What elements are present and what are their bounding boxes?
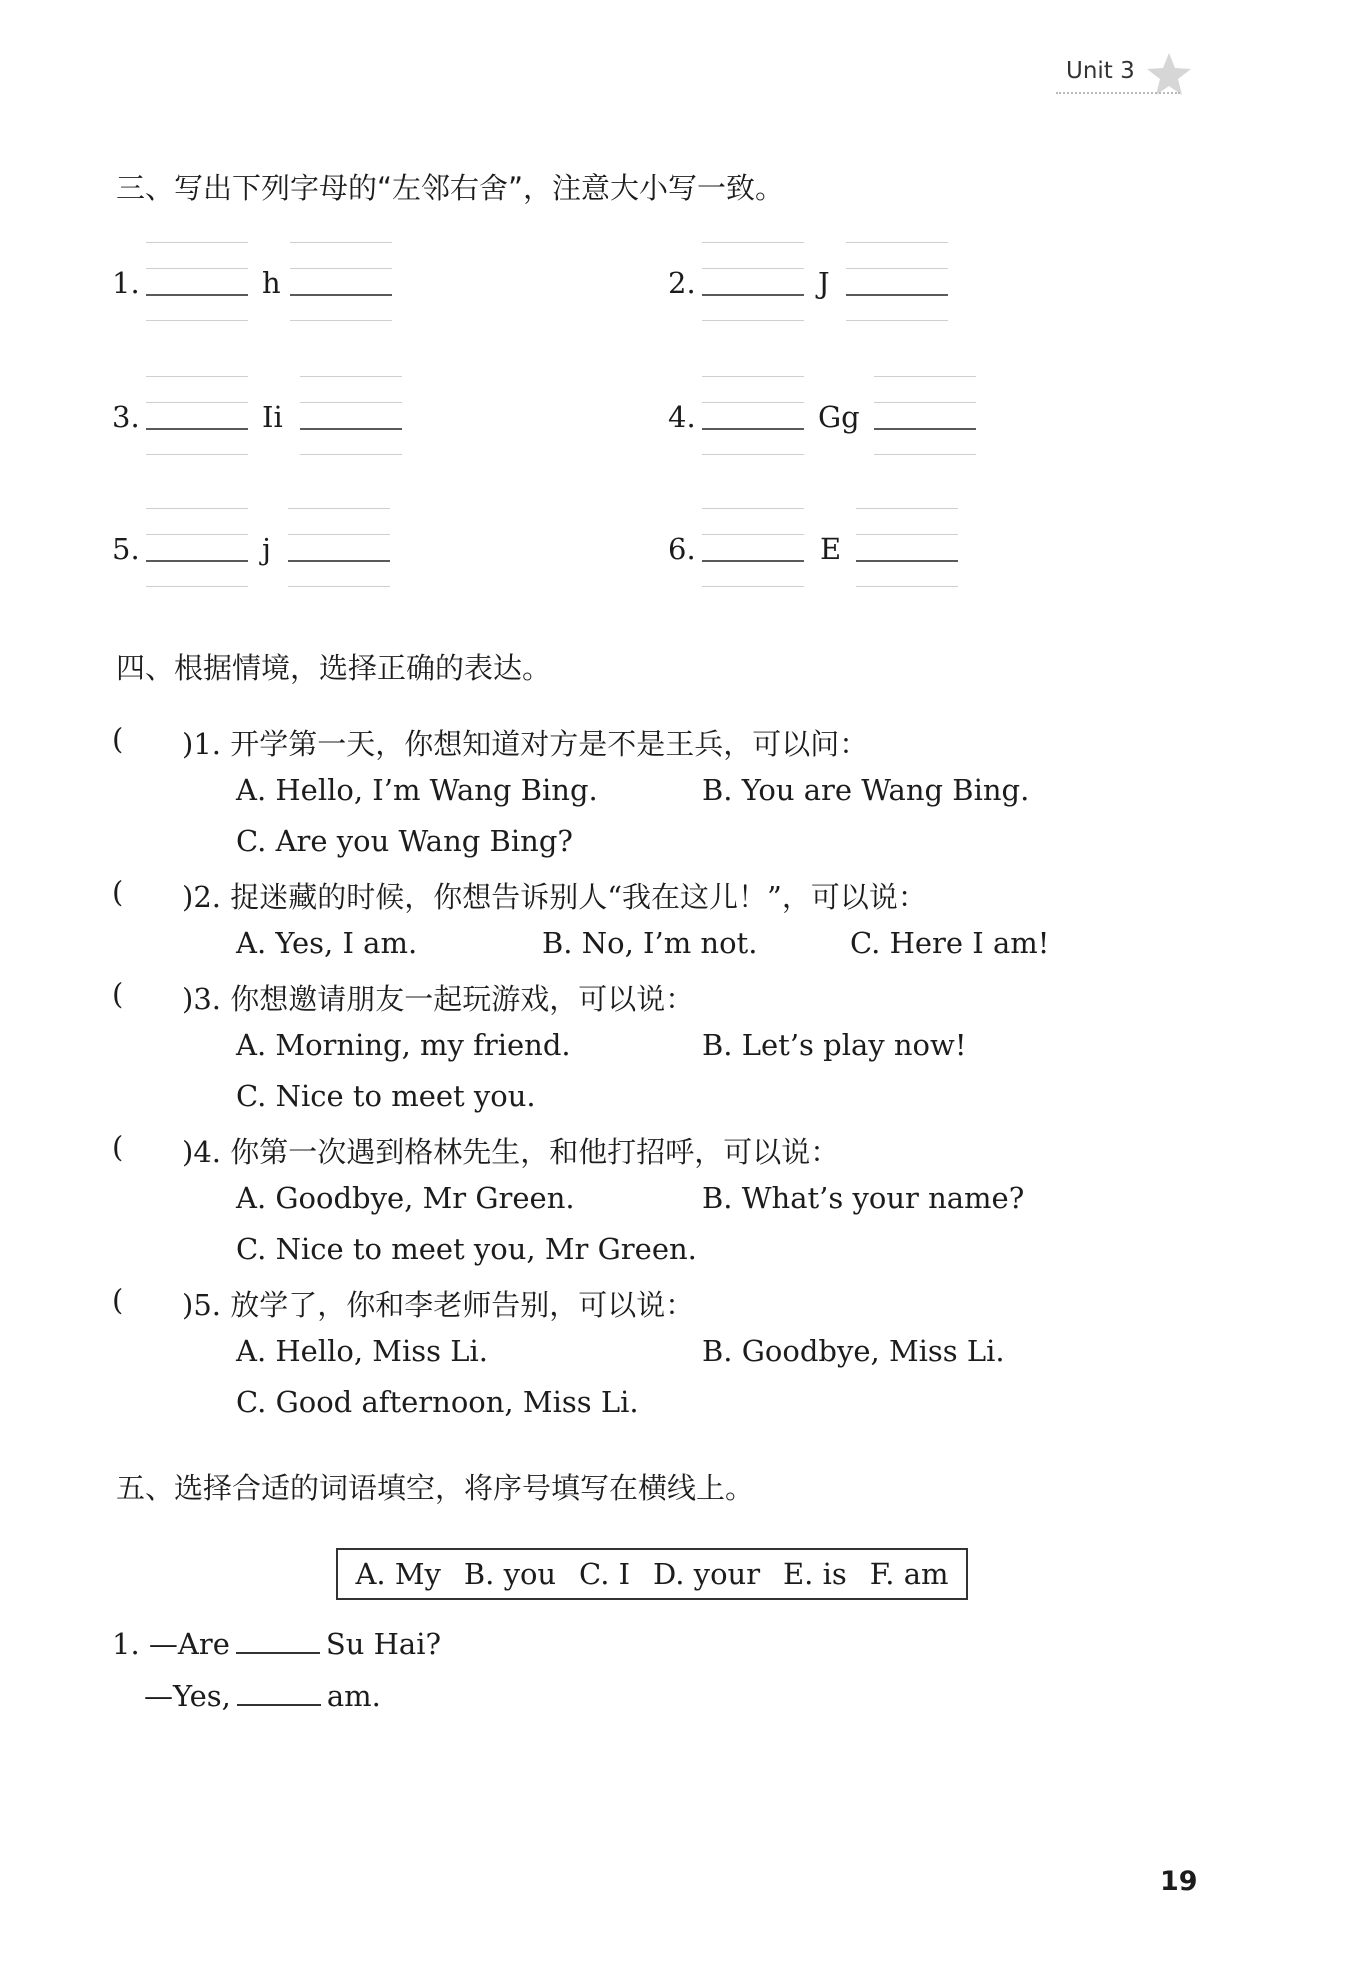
answer-lines-left[interactable] <box>702 372 804 456</box>
item-number: 4. <box>668 400 696 434</box>
letter-item-4 <box>668 372 988 458</box>
answer-paren[interactable]: ( <box>112 875 124 909</box>
answer-lines-left[interactable] <box>702 238 804 322</box>
fill-blank[interactable] <box>236 1624 320 1654</box>
word-option: C. I <box>579 1557 631 1591</box>
unit-label: Unit 3 <box>1066 58 1135 84</box>
given-letter: j <box>262 532 271 566</box>
answer-lines-left[interactable] <box>702 504 804 588</box>
answer-paren[interactable]: ( <box>112 1283 124 1317</box>
option-a: A. Hello, Miss Li. <box>236 1334 488 1368</box>
section4-title: 四、根据情境，选择正确的表达。 <box>116 651 552 685</box>
word-option: A. My <box>355 1557 441 1591</box>
answer-paren[interactable]: ( <box>112 977 124 1011</box>
option-c: C. Nice to meet you. <box>236 1079 536 1113</box>
option-b: B. No, I’m not. <box>542 926 758 960</box>
answer-lines-right[interactable] <box>290 238 392 322</box>
word-option: E. is <box>783 1557 847 1591</box>
letter-item-6 <box>668 504 988 590</box>
option-c: C. Good afternoon, Miss Li. <box>236 1385 639 1419</box>
section3-title: 三、写出下列字母的“左邻右舍”，注意大小写一致。 <box>116 171 785 205</box>
letter-item-3 <box>112 372 432 458</box>
option-a: A. Hello, I’m Wang Bing. <box>236 773 598 807</box>
word-option: B. you <box>463 1557 557 1591</box>
answer-lines-left[interactable] <box>146 372 248 456</box>
given-letter: E <box>820 532 842 566</box>
letter-item-5 <box>112 504 432 590</box>
header-dotted-line <box>1056 92 1180 94</box>
answer-lines-left[interactable] <box>146 504 248 588</box>
question-text: )5. 放学了，你和李老师告别，可以说： <box>182 1288 695 1322</box>
question-text: )1. 开学第一天，你想知道对方是不是王兵，可以问： <box>182 727 869 761</box>
line-prefix: 1. —Are <box>112 1627 230 1661</box>
word-bank <box>336 1548 968 1600</box>
option-b: B. Let’s play now! <box>702 1028 967 1062</box>
option-c: C. Nice to meet you, Mr Green. <box>236 1232 697 1266</box>
option-a: A. Morning, my friend. <box>236 1028 571 1062</box>
answer-lines-right[interactable] <box>288 504 390 588</box>
option-b: B. You are Wang Bing. <box>702 773 1030 807</box>
question-text: )3. 你想邀请朋友一起玩游戏，可以说： <box>182 982 695 1016</box>
question-text: )2. 捉迷藏的时候，你想告诉别人“我在这儿！”，可以说： <box>182 880 927 914</box>
line-prefix: —Yes, <box>144 1679 231 1713</box>
given-letter: h <box>262 266 281 300</box>
given-letter: J <box>818 266 830 300</box>
answer-lines-left[interactable] <box>146 238 248 322</box>
section5-title: 五、选择合适的词语填空，将序号填写在横线上。 <box>116 1471 755 1505</box>
given-letter: Ii <box>262 400 283 434</box>
word-option: D. your <box>653 1557 761 1591</box>
fill-blank[interactable] <box>237 1676 321 1706</box>
fill-question-1-line2 <box>144 1676 381 1713</box>
answer-paren[interactable]: ( <box>112 722 124 756</box>
word-option: F. am <box>869 1557 949 1591</box>
answer-lines-right[interactable] <box>874 372 976 456</box>
item-number: 5. <box>112 532 140 566</box>
item-number: 2. <box>668 266 696 300</box>
page-number: 19 <box>1160 1866 1198 1897</box>
option-c: C. Are you Wang Bing? <box>236 824 573 858</box>
option-b: B. What’s your name? <box>702 1181 1025 1215</box>
fill-question-1-line1 <box>112 1624 441 1661</box>
answer-lines-right[interactable] <box>846 238 948 322</box>
letter-item-2 <box>668 238 988 324</box>
given-letter: Gg <box>818 400 860 434</box>
option-c: C. Here I am! <box>850 926 1050 960</box>
question-text: )4. 你第一次遇到格林先生，和他打招呼，可以说： <box>182 1135 840 1169</box>
option-a: A. Goodbye, Mr Green. <box>236 1181 575 1215</box>
line-suffix: am. <box>326 1679 381 1713</box>
item-number: 3. <box>112 400 140 434</box>
item-number: 1. <box>112 266 140 300</box>
answer-lines-right[interactable] <box>300 372 402 456</box>
star-icon <box>1145 50 1193 98</box>
letter-item-1 <box>112 238 432 324</box>
answer-lines-right[interactable] <box>856 504 958 588</box>
answer-paren[interactable]: ( <box>112 1130 124 1164</box>
item-number: 6. <box>668 532 696 566</box>
line-suffix: Su Hai? <box>325 1627 442 1661</box>
option-a: A. Yes, I am. <box>236 926 418 960</box>
option-b: B. Goodbye, Miss Li. <box>702 1334 1005 1368</box>
